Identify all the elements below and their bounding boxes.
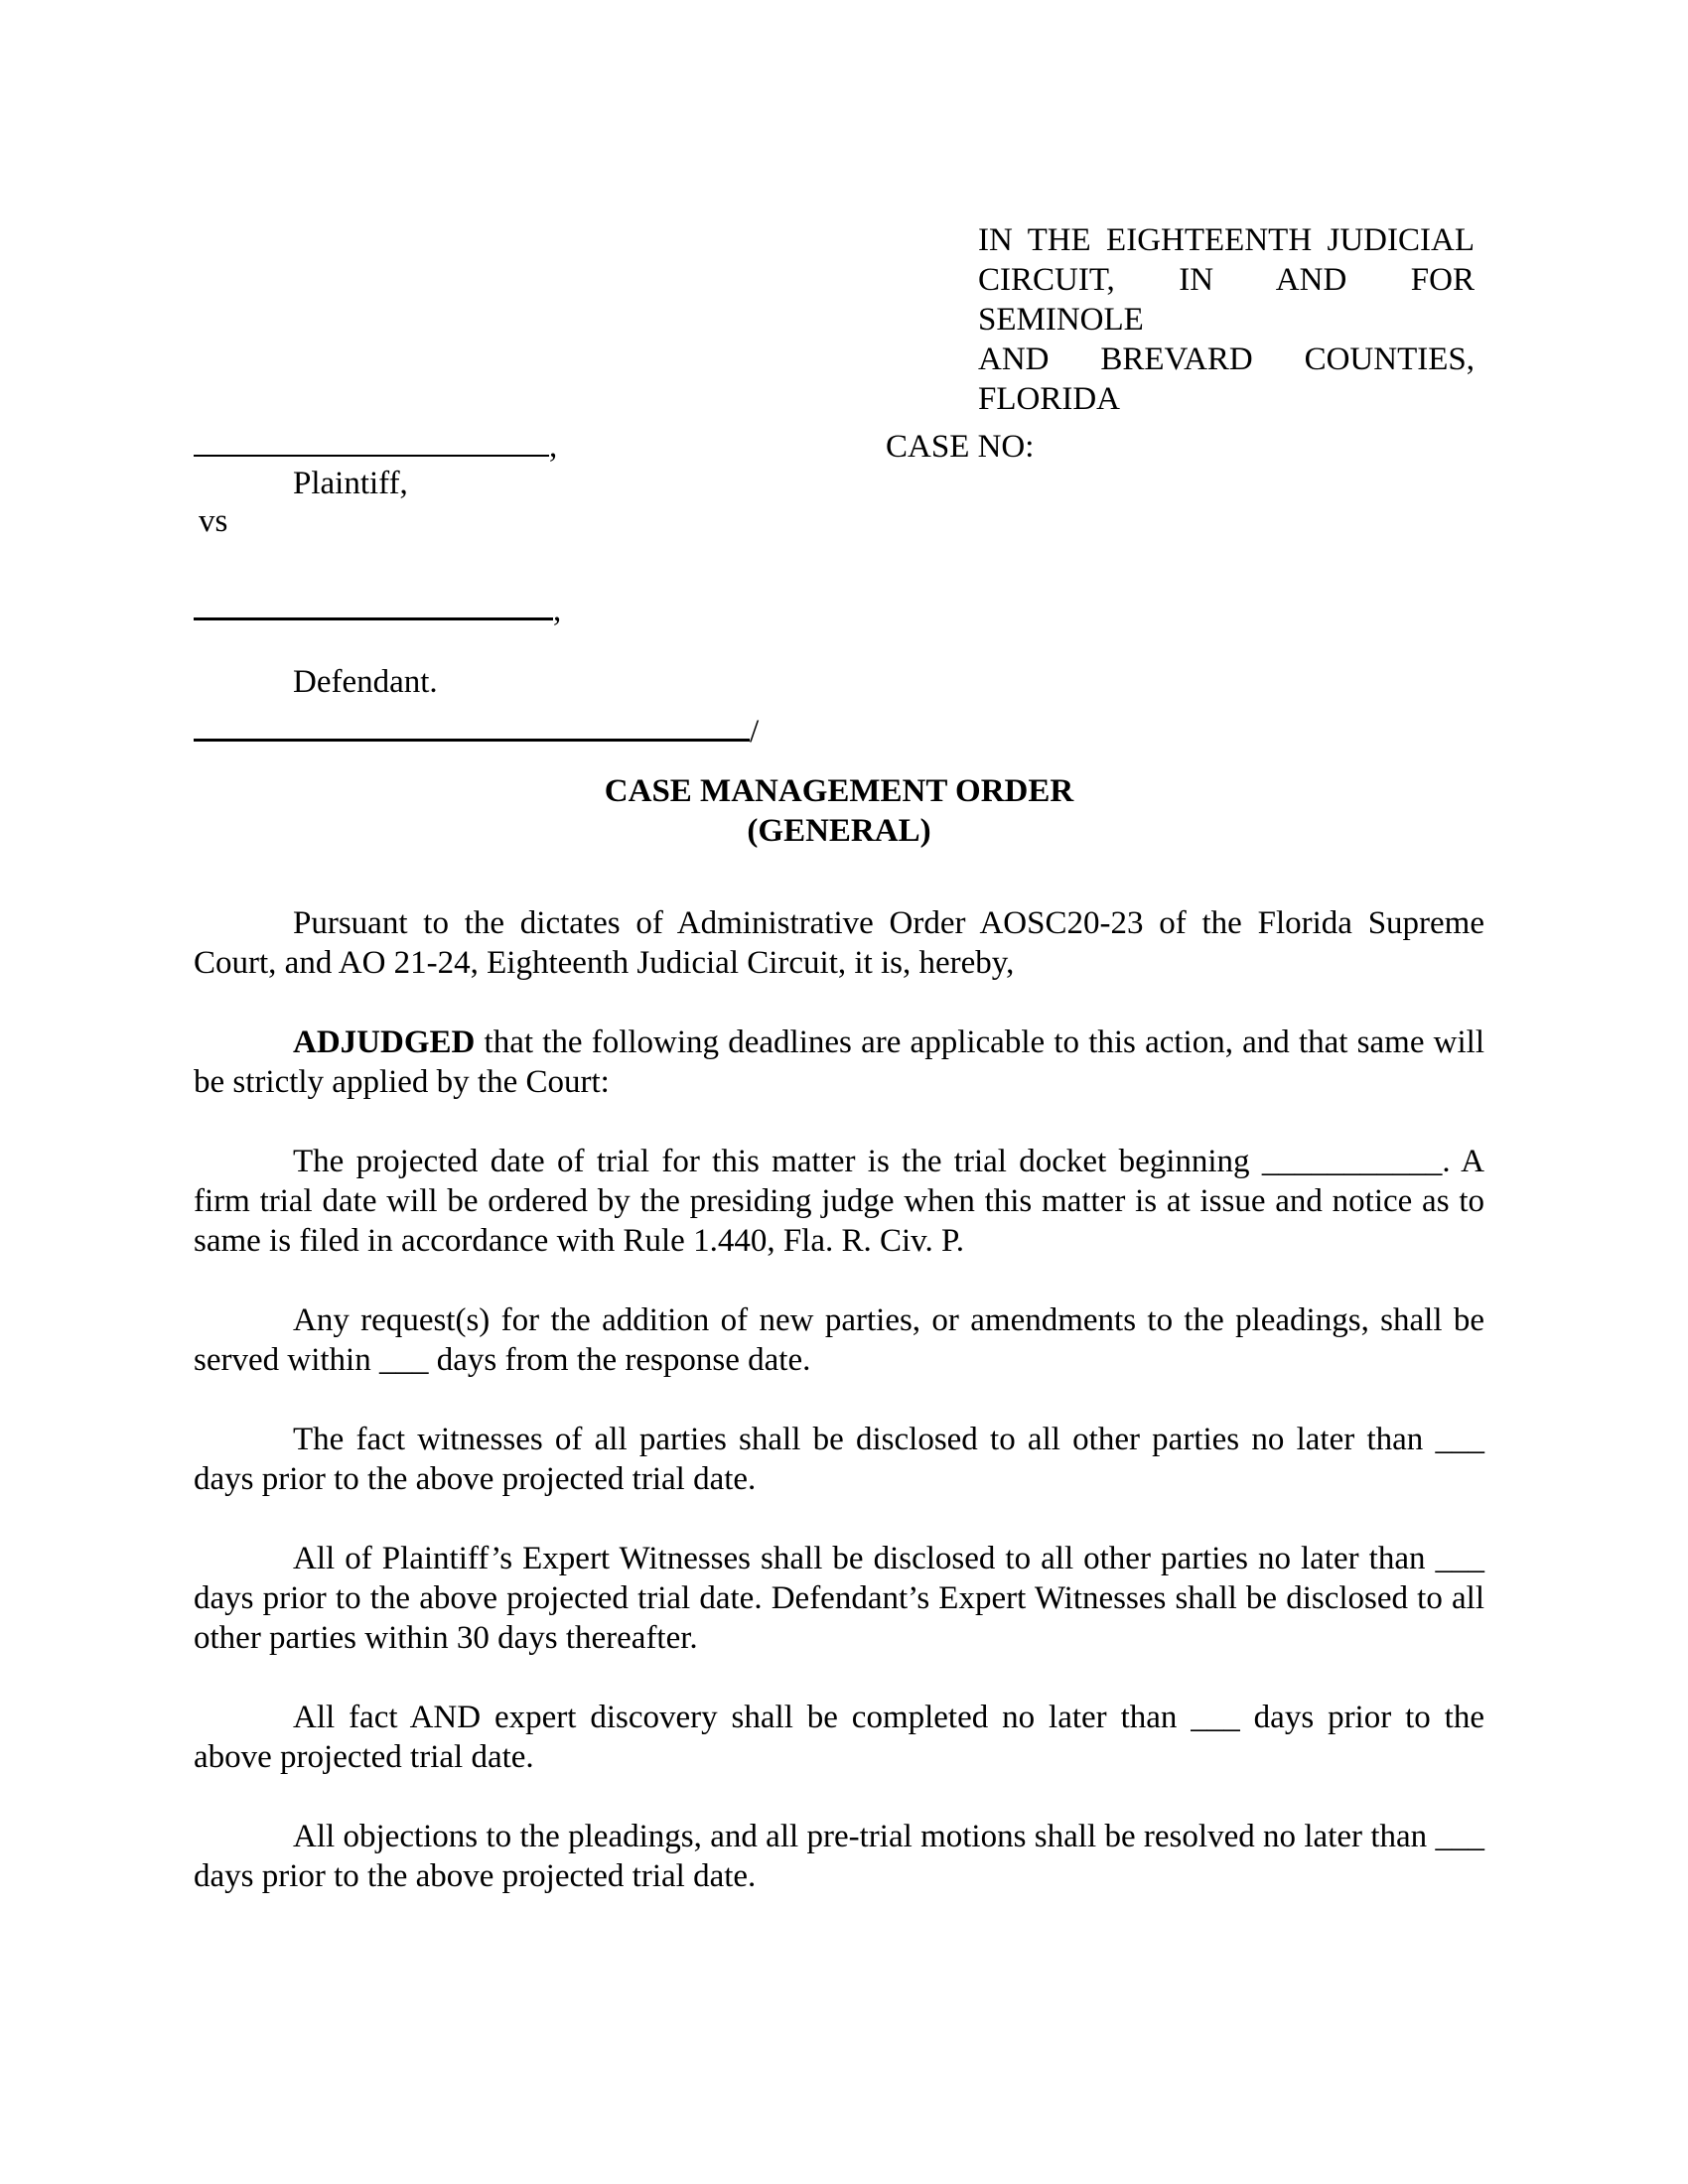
body-text-run: that the following deadlines are applicable to this action, and that same will be strictly applied by the Court: (194, 1024, 1484, 1100)
court-header-line-4: FLORIDA (978, 381, 1121, 417)
court-header-block (978, 220, 1475, 419)
plaintiff-label: Plaintiff, (293, 466, 408, 501)
court-header-line-3: AND BREVARD COUNTIES, (978, 341, 1475, 377)
defendant-label: Defendant. (293, 664, 438, 700)
body-paragraph (194, 903, 1484, 983)
body-paragraph (194, 1420, 1484, 1499)
body-text-run: Pursuant to the dictates of Administrative Order AOSC20-23 of the Florida Supreme Court, and AO 21-24, Eighteenth Judicial Circuit, it is, hereby, (194, 905, 1484, 981)
body-text-run: Any request(s) for the addition of new parties, or amendments to the pleadings, shall be served within ___ days from the response date. (194, 1302, 1484, 1378)
defendant-name-comma: , (553, 593, 562, 628)
body-text-run: All objections to the pleadings, and all pre-trial motions shall be resolved no later than ___ days prior to the above projected trial date. (194, 1819, 1484, 1894)
caption-closing-line (194, 738, 750, 742)
body-text-run: All fact AND expert discovery shall be completed no later than ___ days prior to the above projected trial date. (194, 1700, 1484, 1775)
caption-closing-slash: / (750, 714, 760, 750)
body-paragraph (194, 1023, 1484, 1102)
page-title-line-2: (GENERAL) (747, 813, 931, 849)
plaintiff-name-row (194, 427, 557, 467)
page-title-line-1: CASE MANAGEMENT ORDER (604, 773, 1074, 809)
plaintiff-name-comma: , (549, 429, 558, 465)
body-paragraph (194, 1817, 1484, 1896)
plaintiff-name-blank (194, 454, 549, 457)
body-text-bold-run: ADJUDGED (293, 1024, 476, 1060)
body-paragraph (194, 1698, 1484, 1777)
caption-closing-row (194, 712, 759, 751)
body-text-run: All of Plaintiff’s Expert Witnesses shall be disclosed to all other parties no later than ___ days prior to the above projected trial date. Defendant’s Expert Witnesses shall be disclosed to all other parties within 30 days thereafter. (194, 1541, 1484, 1656)
court-header-line-2: CIRCUIT, IN AND FOR SEMINOLE (978, 262, 1475, 338)
body-paragraph (194, 1300, 1484, 1380)
case-no-label: CASE NO: (886, 429, 1035, 465)
body-paragraph (194, 1539, 1484, 1658)
court-header-line-1: IN THE EIGHTEENTH JUDICIAL (978, 222, 1475, 258)
defendant-name-blank (194, 616, 553, 620)
body-text-run: The fact witnesses of all parties shall be disclosed to all other parties no later than ___ days prior to the above projected trial date. (194, 1422, 1484, 1497)
body-text (194, 903, 1484, 1936)
body-text-run: The projected date of trial for this matter is the trial docket beginning ___________. A firm trial date will be ordered by the presiding judge when this matter is at issue and notice as to same is filed in accordance with Rule 1.440, Fla. R. Civ. P. (194, 1144, 1484, 1259)
defendant-name-row (194, 591, 561, 630)
versus-label: vs (199, 503, 228, 539)
page-title (194, 771, 1484, 851)
body-paragraph (194, 1142, 1484, 1261)
